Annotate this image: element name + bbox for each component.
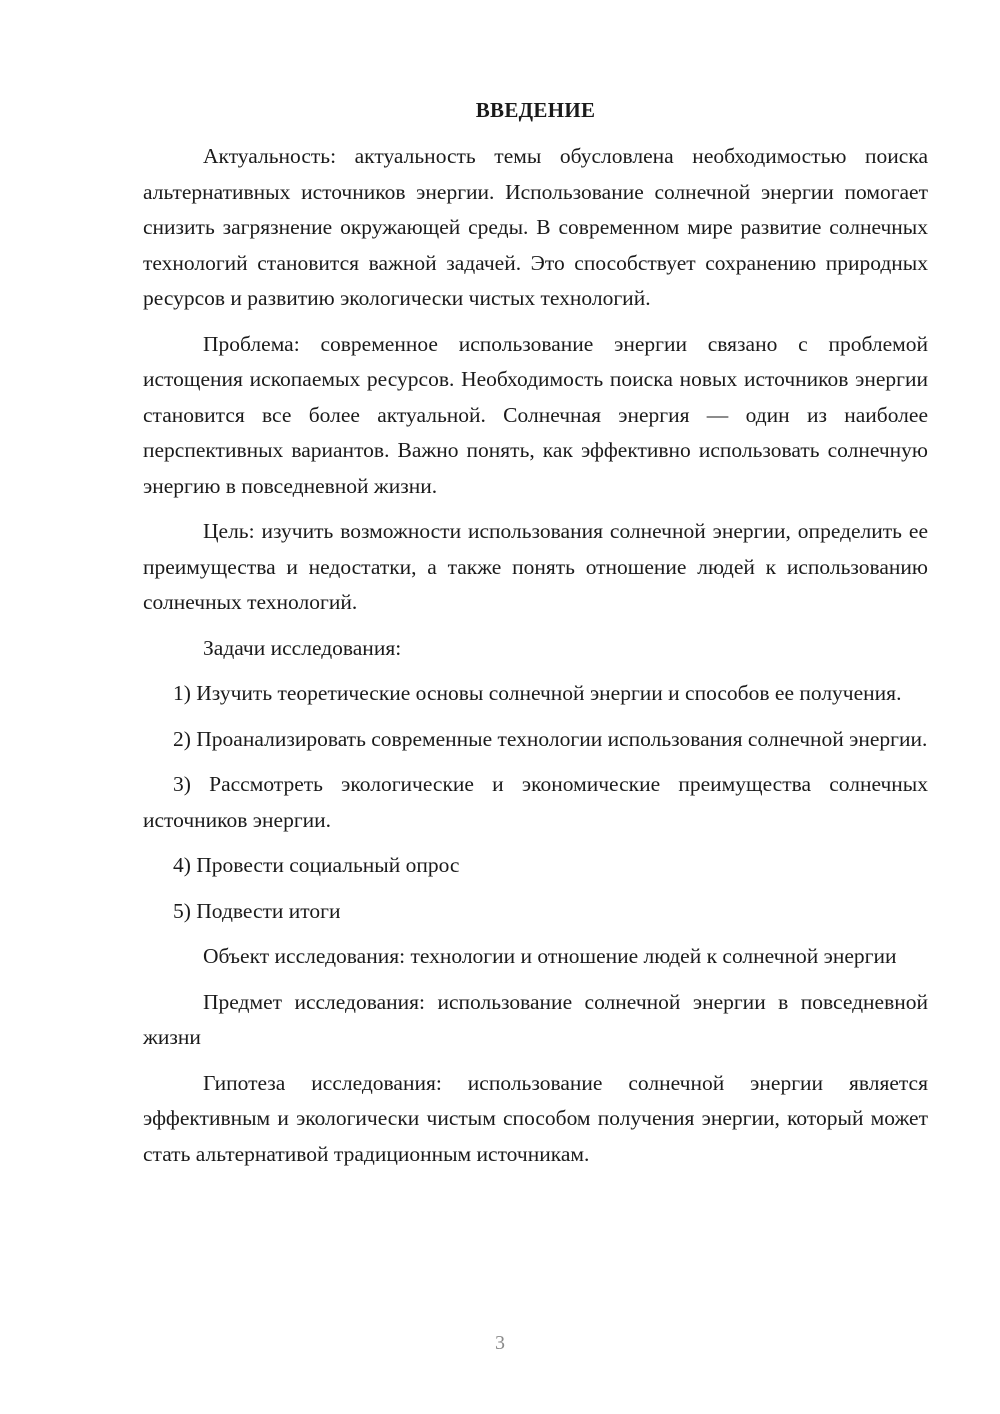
relevance-paragraph: Актуальность: актуальность темы обусловлена необходимостью поиска альтернативных источников энергии. Использование солнечной энергии помогает снизить загрязнение окружающей среды. В современном мире развитие солнечных технологий становится важной задачей. Это способствует сохранению природных ресурсов и развитию экологически чистых технологий. — [143, 144, 928, 310]
task-item: 2) Проанализировать современные технологии использования солнечной энергии. — [173, 726, 928, 751]
subject-paragraph: Предмет исследования: использование солнечной энергии в повседневной жизни — [143, 989, 928, 1049]
task-item: 1) Изучить теоретические основы солнечной энергии и способов ее получения. — [173, 681, 902, 705]
goal-paragraph: Цель: изучить возможности использования солнечной энергии, определить ее преимущества и недостатки, а также понять отношение людей к использованию солнечных технологий. — [143, 519, 928, 614]
document-page — [143, 95, 928, 1182]
task-item: 4) Провести социальный опрос — [173, 853, 460, 877]
task-item: 5) Подвести итоги — [173, 898, 341, 923]
hypothesis-paragraph: Гипотеза исследования: использование солнечной энергии является эффективным и экологически чистым способом получения энергии, который может стать альтернативой традиционным источникам. — [143, 1070, 928, 1166]
problem-paragraph: Проблема: современное использование энергии связано с проблемой истощения ископаемых ресурсов. Необходимость поиска новых источников энергии становится все более актуальной. Солнечная энергия — один из наиболее перспективных вариантов. Важно понять, как эффективно использовать солнечную энергию в повседневной жизни. — [143, 331, 928, 498]
page-title: ВВЕДЕНИЕ — [475, 98, 596, 122]
page-number: 3 — [495, 1332, 505, 1354]
object-paragraph: Объект исследования: технологии и отношение людей к солнечной энергии — [203, 944, 897, 968]
tasks-heading: Задачи исследования: — [203, 635, 402, 660]
task-item: 3) Рассмотреть экологические и экономические преимущества солнечных источников энергии. — [143, 772, 928, 832]
